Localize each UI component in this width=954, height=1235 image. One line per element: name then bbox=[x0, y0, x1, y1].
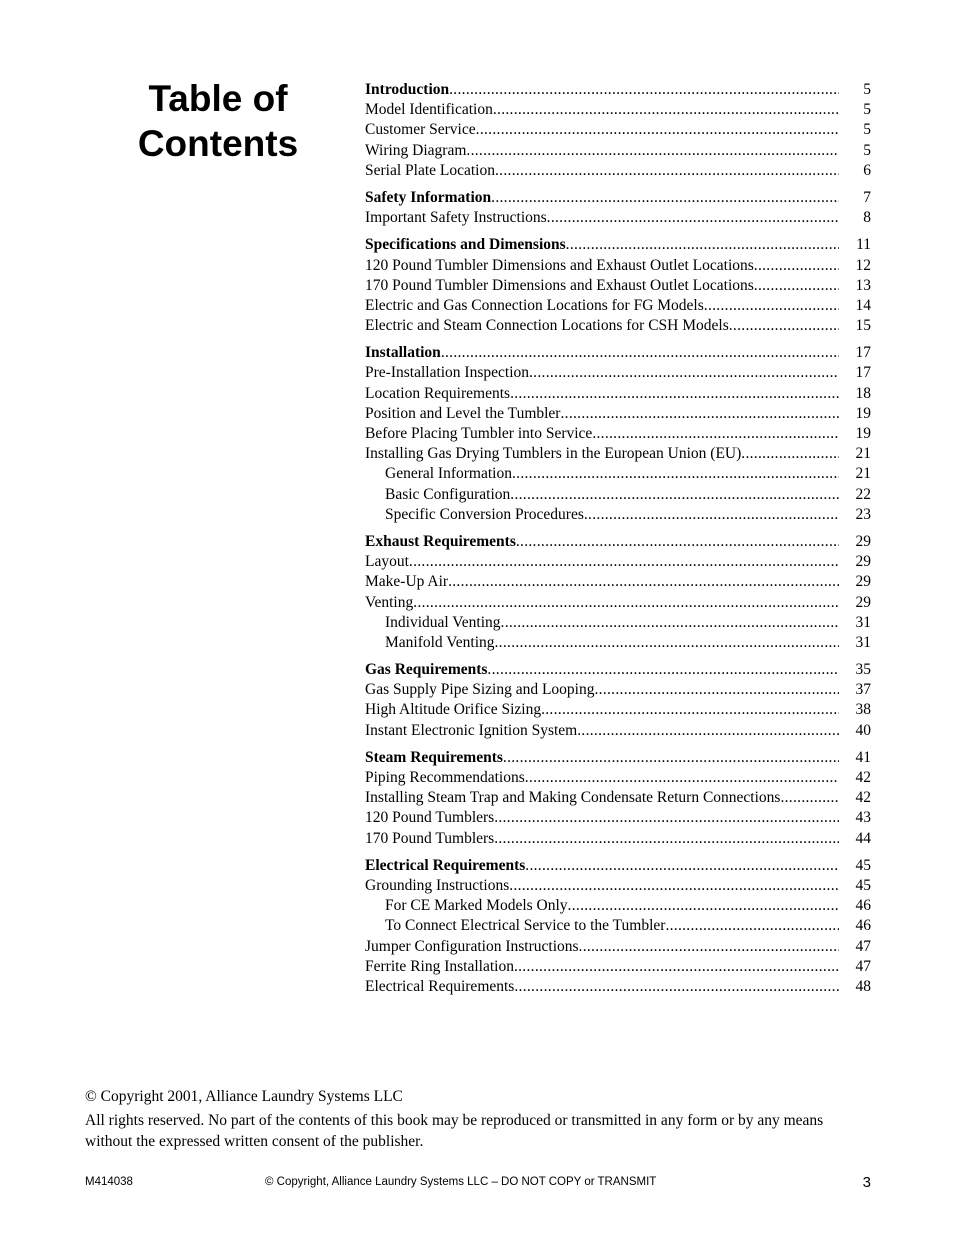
dot-leader bbox=[494, 829, 839, 849]
toc-entry-page: 29 bbox=[855, 593, 871, 611]
toc-entry-title: Make-Up Air bbox=[365, 573, 449, 591]
toc-entry-title: Before Placing Tumbler into Service bbox=[365, 425, 593, 442]
toc-section bbox=[365, 343, 871, 525]
toc-entry[interactable] bbox=[365, 424, 871, 444]
toc-entry[interactable] bbox=[365, 256, 871, 276]
dot-leader bbox=[409, 552, 839, 572]
toc-entry-title: Safety Information bbox=[365, 188, 492, 206]
toc-entry[interactable] bbox=[365, 161, 871, 181]
toc-entry[interactable] bbox=[365, 444, 871, 464]
toc-entry[interactable] bbox=[365, 363, 871, 383]
toc-entry-page: 41 bbox=[855, 748, 871, 766]
toc-entry[interactable] bbox=[365, 977, 871, 997]
dot-leader bbox=[780, 788, 839, 808]
toc-entry-title: Manifold Venting bbox=[385, 633, 495, 651]
toc-entry-page: 5 bbox=[863, 101, 871, 119]
dot-leader bbox=[509, 876, 839, 896]
dot-leader bbox=[514, 977, 839, 997]
toc-section-heading[interactable] bbox=[365, 660, 871, 680]
toc-entry-page: 8 bbox=[863, 209, 871, 227]
toc-section bbox=[365, 532, 871, 653]
toc-section bbox=[365, 188, 871, 228]
dot-leader bbox=[704, 296, 839, 316]
toc-section-heading[interactable] bbox=[365, 80, 871, 100]
dot-leader bbox=[449, 80, 839, 100]
toc-entry-page: 7 bbox=[863, 188, 871, 206]
toc-entry-page: 12 bbox=[855, 256, 871, 274]
toc-entry-page: 14 bbox=[855, 296, 871, 314]
toc-entry-title: Important Safety Instructions bbox=[365, 209, 547, 227]
toc-section-heading[interactable] bbox=[365, 235, 871, 255]
dot-leader bbox=[516, 532, 839, 552]
toc-entry-title: Instant Electronic Ignition System bbox=[365, 721, 578, 739]
toc-entry-title: Specifications and Dimensions bbox=[365, 236, 566, 254]
dot-leader bbox=[566, 235, 839, 255]
toc-entry-page: 21 bbox=[855, 465, 871, 483]
toc-entry-page: 43 bbox=[855, 809, 871, 827]
toc-entry-title: Position and Level the Tumbler bbox=[365, 404, 561, 422]
dot-leader bbox=[729, 316, 839, 336]
dot-leader bbox=[525, 768, 839, 788]
toc-entry-title: Piping Recommendations bbox=[365, 769, 525, 786]
dot-leader bbox=[503, 748, 839, 768]
dot-leader bbox=[568, 896, 839, 916]
toc-entry-title: Exhaust Requirements bbox=[365, 532, 516, 550]
dot-leader bbox=[579, 937, 839, 957]
dot-leader bbox=[466, 141, 839, 161]
toc-entry-page: 19 bbox=[855, 425, 871, 442]
toc-entry-page: 45 bbox=[855, 876, 871, 894]
toc-section bbox=[365, 235, 871, 336]
toc-entry[interactable] bbox=[365, 876, 871, 896]
toc-entry-page: 42 bbox=[855, 769, 871, 786]
toc-entry-page: 35 bbox=[855, 661, 871, 679]
toc-entry-page: 5 bbox=[863, 141, 871, 159]
toc-entry-page: 11 bbox=[856, 236, 871, 254]
toc-entry[interactable] bbox=[365, 788, 871, 808]
toc-entry-title: 120 Pound Tumbler Dimensions and Exhaust Outlet Locations bbox=[365, 256, 754, 274]
dot-leader bbox=[577, 721, 839, 741]
toc-entry-page: 31 bbox=[855, 633, 871, 651]
toc-entry-page: 37 bbox=[855, 681, 871, 699]
toc-entry-page: 23 bbox=[855, 505, 871, 523]
dot-leader bbox=[514, 957, 839, 977]
toc-entry-page: 18 bbox=[855, 384, 871, 402]
dot-leader bbox=[493, 100, 839, 120]
toc-entry[interactable] bbox=[365, 680, 871, 700]
toc-entry-page: 47 bbox=[855, 957, 871, 975]
dot-leader bbox=[592, 424, 839, 444]
toc-section-heading[interactable] bbox=[365, 188, 871, 208]
toc-section-heading[interactable] bbox=[365, 856, 871, 876]
toc-entry-title: To Connect Electrical Service to the Tumbler bbox=[385, 917, 666, 935]
toc-entry-title: Pre-Installation Inspection bbox=[365, 364, 529, 382]
toc-entry[interactable] bbox=[365, 120, 871, 140]
toc-section-heading[interactable] bbox=[365, 532, 871, 552]
dot-leader bbox=[494, 808, 839, 828]
toc-entry[interactable] bbox=[365, 957, 871, 977]
dot-leader bbox=[491, 188, 839, 208]
toc-section bbox=[365, 748, 871, 849]
toc-section bbox=[365, 80, 871, 181]
toc-entry-title: Serial Plate Location bbox=[365, 161, 495, 179]
dot-leader bbox=[510, 485, 839, 505]
toc-entry[interactable] bbox=[365, 552, 871, 572]
toc-entry-title: Wiring Diagram bbox=[365, 141, 467, 159]
toc-entry-title: Jumper Configuration Instructions bbox=[365, 937, 579, 955]
toc-entry[interactable] bbox=[365, 633, 871, 653]
toc-entry[interactable] bbox=[365, 721, 871, 741]
dot-leader bbox=[413, 593, 839, 613]
toc-entry-title: High Altitude Orifice Sizing bbox=[365, 701, 542, 719]
page-title bbox=[118, 76, 318, 166]
copyright-block bbox=[85, 1086, 865, 1152]
toc-entry-page: 42 bbox=[855, 789, 871, 807]
dot-leader bbox=[510, 384, 839, 404]
toc-entry-title: For CE Marked Models Only bbox=[385, 897, 568, 915]
toc-entry-title: 120 Pound Tumblers bbox=[365, 809, 495, 827]
dot-leader bbox=[560, 404, 839, 424]
toc-entry-page: 17 bbox=[855, 344, 871, 362]
toc-entry-page: 44 bbox=[855, 829, 871, 847]
toc-entry-page: 45 bbox=[855, 856, 871, 874]
toc-entry-title: Location Requirements bbox=[365, 384, 511, 402]
toc-entry-title: Installing Steam Trap and Making Condensate Return Connections bbox=[365, 789, 781, 807]
dot-leader bbox=[441, 343, 839, 363]
toc-entry-page: 22 bbox=[855, 485, 871, 503]
toc-entry-page: 40 bbox=[855, 721, 871, 739]
dot-leader bbox=[448, 572, 839, 592]
copy-notice: © Copyright, Alliance Laundry Systems LLC – DO NOT COPY or TRANSMIT bbox=[265, 1176, 657, 1188]
toc-entry-title: Electric and Steam Connection Locations for CSH Models bbox=[365, 317, 729, 335]
toc-entry[interactable] bbox=[365, 316, 871, 336]
toc-entry[interactable] bbox=[365, 593, 871, 613]
toc-entry[interactable] bbox=[365, 572, 871, 592]
toc-entry-title: Customer Service bbox=[365, 121, 476, 139]
toc-entry-title: Introduction bbox=[365, 81, 450, 98]
dot-leader bbox=[501, 613, 839, 633]
toc-entry-title: Ferrite Ring Installation bbox=[365, 957, 514, 975]
toc-entry-title: Grounding Instructions bbox=[365, 876, 510, 894]
toc-entry-title: Layout bbox=[365, 553, 409, 571]
dot-leader bbox=[594, 680, 839, 700]
toc-entry-title: Venting bbox=[365, 593, 414, 611]
toc-entry[interactable] bbox=[365, 937, 871, 957]
toc-entry[interactable] bbox=[365, 485, 871, 505]
toc-entry[interactable] bbox=[365, 808, 871, 828]
toc-entry-page: 46 bbox=[855, 917, 871, 935]
toc-entry-page: 21 bbox=[855, 445, 871, 463]
document-code: M414038 bbox=[85, 1176, 133, 1188]
toc-entry[interactable] bbox=[365, 404, 871, 424]
toc-entry[interactable] bbox=[365, 829, 871, 849]
page-number: 3 bbox=[862, 1174, 871, 1191]
page-title-line-2: Contents bbox=[137, 123, 299, 164]
toc-entry[interactable] bbox=[365, 141, 871, 161]
toc-entry[interactable] bbox=[365, 296, 871, 316]
dot-leader bbox=[495, 633, 840, 653]
dot-leader bbox=[495, 161, 839, 181]
toc-entry-page: 5 bbox=[863, 81, 871, 98]
toc-entry[interactable] bbox=[365, 208, 871, 228]
toc-entry[interactable] bbox=[365, 768, 871, 788]
dot-leader bbox=[525, 856, 839, 876]
toc-entry-title: Basic Configuration bbox=[385, 485, 511, 503]
toc-entry[interactable] bbox=[365, 896, 871, 916]
toc-entry-title: Electric and Gas Connection Locations for FG Models bbox=[365, 296, 704, 314]
toc-entry-title: Electrical Requirements bbox=[365, 977, 515, 995]
toc-entry[interactable] bbox=[365, 100, 871, 120]
table-of-contents bbox=[365, 80, 871, 1004]
toc-entry[interactable] bbox=[365, 276, 871, 296]
toc-entry-title: Installation bbox=[365, 344, 441, 362]
toc-entry-title: Gas Supply Pipe Sizing and Looping bbox=[365, 681, 595, 699]
toc-entry-page: 48 bbox=[855, 977, 871, 995]
toc-section-heading[interactable] bbox=[365, 748, 871, 768]
page-title-line-1: Table of bbox=[148, 78, 288, 119]
toc-entry-page: 6 bbox=[863, 161, 871, 179]
toc-entry-page: 29 bbox=[855, 573, 871, 591]
dot-leader bbox=[754, 276, 839, 296]
toc-entry-title: 170 Pound Tumblers bbox=[365, 829, 495, 847]
toc-entry-title: Specific Conversion Procedures bbox=[385, 505, 584, 523]
toc-entry-title: Electrical Requirements bbox=[365, 856, 526, 874]
toc-entry-page: 5 bbox=[863, 121, 871, 139]
toc-section-heading[interactable] bbox=[365, 343, 871, 363]
page-footer bbox=[85, 1174, 871, 1194]
toc-entry-title: Gas Requirements bbox=[365, 661, 488, 679]
dot-leader bbox=[476, 120, 839, 140]
dot-leader bbox=[741, 444, 839, 464]
toc-entry-page: 38 bbox=[855, 701, 871, 719]
toc-entry[interactable] bbox=[365, 613, 871, 633]
toc-entry-page: 29 bbox=[855, 532, 871, 550]
toc-entry-page: 19 bbox=[855, 404, 871, 422]
dot-leader bbox=[665, 916, 839, 936]
toc-entry[interactable] bbox=[365, 384, 871, 404]
toc-entry-page: 31 bbox=[855, 613, 871, 631]
toc-entry-page: 17 bbox=[855, 364, 871, 382]
copyright-line: © Copyright 2001, Alliance Laundry Systems LLC bbox=[85, 1088, 403, 1105]
toc-entry[interactable] bbox=[365, 464, 871, 484]
toc-entry-title: General Information bbox=[385, 465, 512, 483]
dot-leader bbox=[754, 256, 839, 276]
toc-section bbox=[365, 856, 871, 997]
rights-statement: All rights reserved. No part of the contents of this book may be reproduced or transmitted in any form or by any means without the expressed written consent of the publisher. bbox=[85, 1112, 824, 1150]
dot-leader bbox=[487, 660, 839, 680]
toc-entry-page: 13 bbox=[855, 276, 871, 294]
toc-entry[interactable] bbox=[365, 916, 871, 936]
toc-entry-page: 46 bbox=[855, 897, 871, 915]
dot-leader bbox=[512, 464, 839, 484]
dot-leader bbox=[541, 700, 839, 720]
toc-entry-title: Installing Gas Drying Tumblers in the European Union (EU) bbox=[365, 445, 742, 463]
dot-leader bbox=[584, 505, 839, 525]
toc-entry[interactable] bbox=[365, 505, 871, 525]
toc-entry-title: Individual Venting bbox=[385, 613, 501, 631]
toc-section bbox=[365, 660, 871, 741]
toc-entry-page: 47 bbox=[855, 937, 871, 955]
toc-entry-page: 15 bbox=[855, 317, 871, 335]
toc-entry-title: Steam Requirements bbox=[365, 748, 503, 766]
dot-leader bbox=[529, 363, 839, 383]
toc-entry-title: 170 Pound Tumbler Dimensions and Exhaust Outlet Locations bbox=[365, 276, 754, 294]
dot-leader bbox=[547, 208, 839, 228]
toc-entry-title: Model Identification bbox=[365, 101, 493, 119]
toc-entry[interactable] bbox=[365, 700, 871, 720]
toc-entry-page: 29 bbox=[855, 553, 871, 571]
